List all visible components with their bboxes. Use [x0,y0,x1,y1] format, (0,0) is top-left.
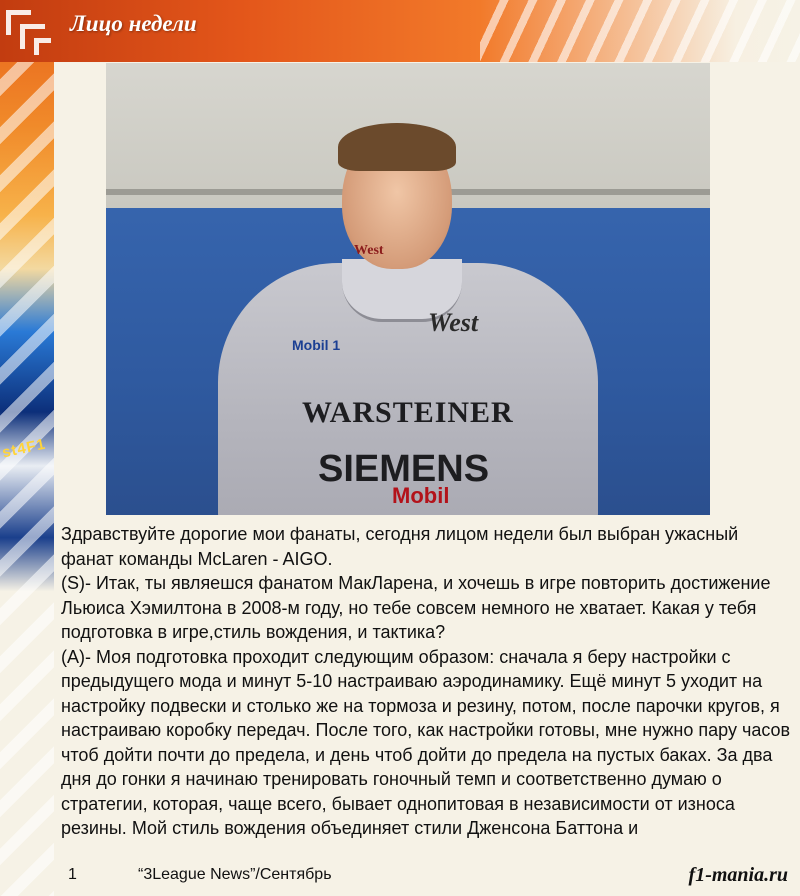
header-stripes [480,0,800,62]
suit-label: Mobil 1 [292,337,341,353]
article-paragraph: Здравствуйте дорогие мои фанаты, сегодня лицом недели был выбран ужасный фанат команды McLaren - AIGO. [61,524,739,569]
article-paragraph: (A)- Моя подготовка проходит следующим образом: сначала я беру настройки с предыдущего мода и минут 5-10 настраиваю аэродинамику. Ещё минут 5 уходит на настройку подвески и столько же на тормоза и резину, потом, после парочки кругов, я настраиваю коробку передач. После того, как настройки готовы, мне нужно пару часов чтоб дойти почти до предела, и день чтоб дойти до предела на пустых баках. За два дня до гонки я начинаю тренировать гоночный темп и соответственно думаю о стратегии, которая, чаще всего, бывает однопитовая в независимости от износа резины. Мой стиль вождения объединяет стили Дженсона Баттона и [61,646,791,838]
side-strip-text: st4F1 [0,435,48,462]
suit-label: WARSTEINER [302,396,514,429]
page-number: 1 [68,866,77,883]
suit-label: West [354,243,384,258]
person-hair [338,123,456,171]
page-title: Лицо недели [70,11,197,36]
suit-label: Mobil [392,483,450,508]
left-decorative-strip [0,0,54,896]
publication-name: “3League News”/Сентябрь [138,866,332,883]
face-of-week-photo [106,63,710,515]
suit-label: SIEMENS [318,448,490,490]
site-name: f1-mania.ru [688,864,788,886]
article-paragraph: (S)- Итак, ты являешся фанатом МакЛарена, и хочешь в игре повторить достижение Льюиса Хэмилтона в 2008-м году, но тебе совсем немного не хватает. Какая у тебя подготовка в игре,стиль вождения, и тактика? [61,573,771,642]
suit-label: West [428,308,479,337]
article-body [61,522,791,841]
logo-bracket-icon [34,38,51,55]
header-banner [0,0,800,62]
